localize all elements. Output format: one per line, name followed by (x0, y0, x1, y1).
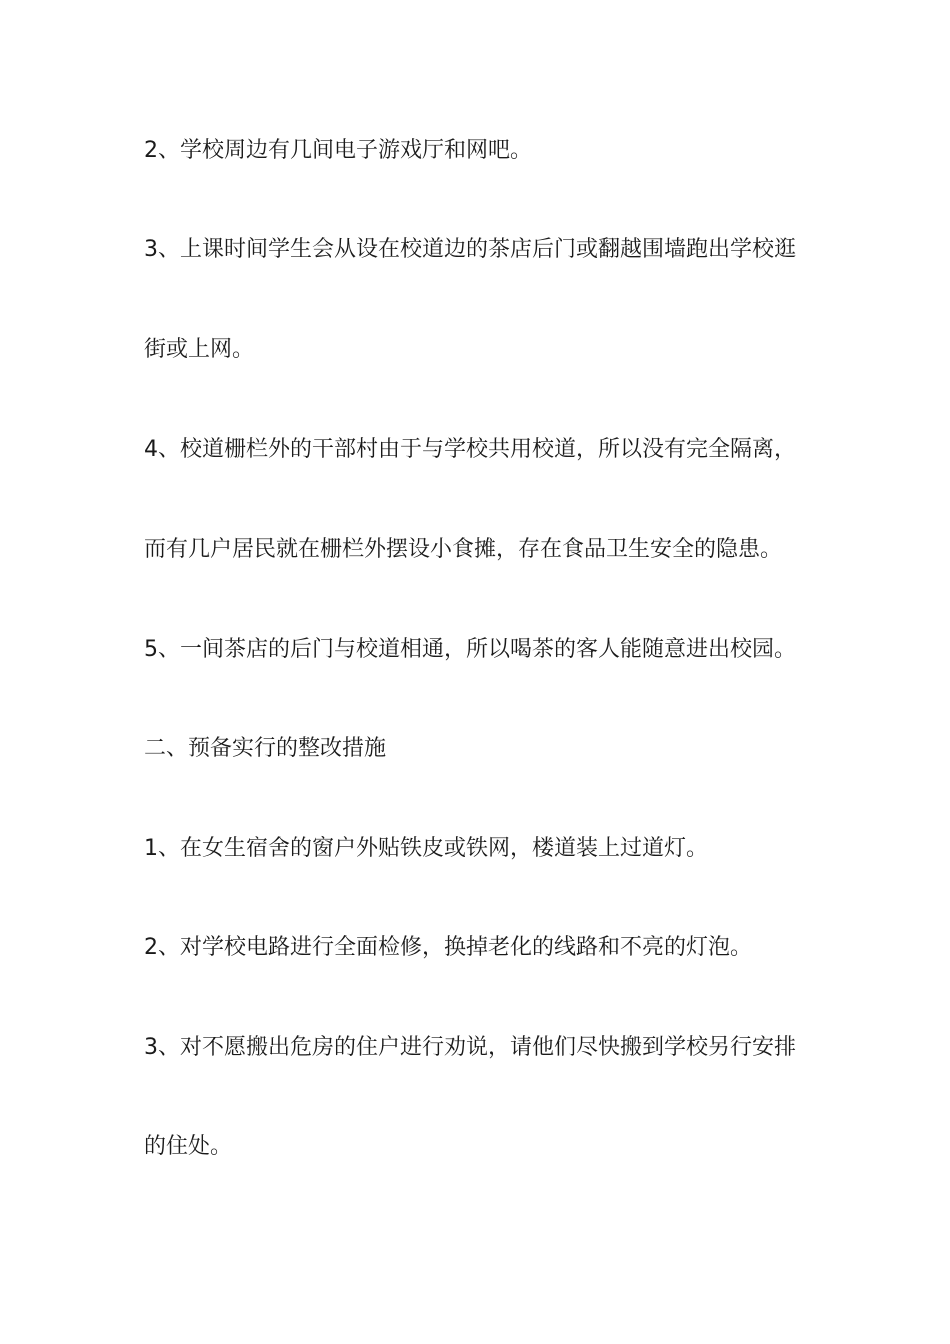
paragraph-line-11: 的住处。 (144, 1134, 233, 1159)
paragraph-line-1: 2、学校周边有几间电子游戏厅和网吧。 (144, 138, 532, 163)
paragraph-line-6: 5、一间茶店的后门与校道相通，所以喝茶的客人能随意进出校园。 (144, 637, 796, 662)
paragraph-line-3: 街或上网。 (144, 337, 255, 362)
paragraph-line-4: 4、校道栅栏外的干部村由于与学校共用校道，所以没有完全隔离， (144, 437, 796, 462)
section-heading: 二、预备实行的整改措施 (144, 736, 387, 761)
paragraph-line-10: 3、对不愿搬出危房的住户进行劝说，请他们尽快搬到学校另行安排 (144, 1035, 796, 1060)
paragraph-line-9: 2、对学校电路进行全面检修，换掉老化的线路和不亮的灯泡。 (144, 935, 752, 960)
paragraph-line-2: 3、上课时间学生会从设在校道边的茶店后门或翻越围墙跑出学校逛 (144, 237, 796, 262)
paragraph-line-5: 而有几户居民就在栅栏外摆设小食摊，存在食品卫生安全的隐患。 (144, 537, 783, 562)
paragraph-line-8: 1、在女生宿舍的窗户外贴铁皮或铁网，楼道装上过道灯。 (144, 836, 708, 861)
